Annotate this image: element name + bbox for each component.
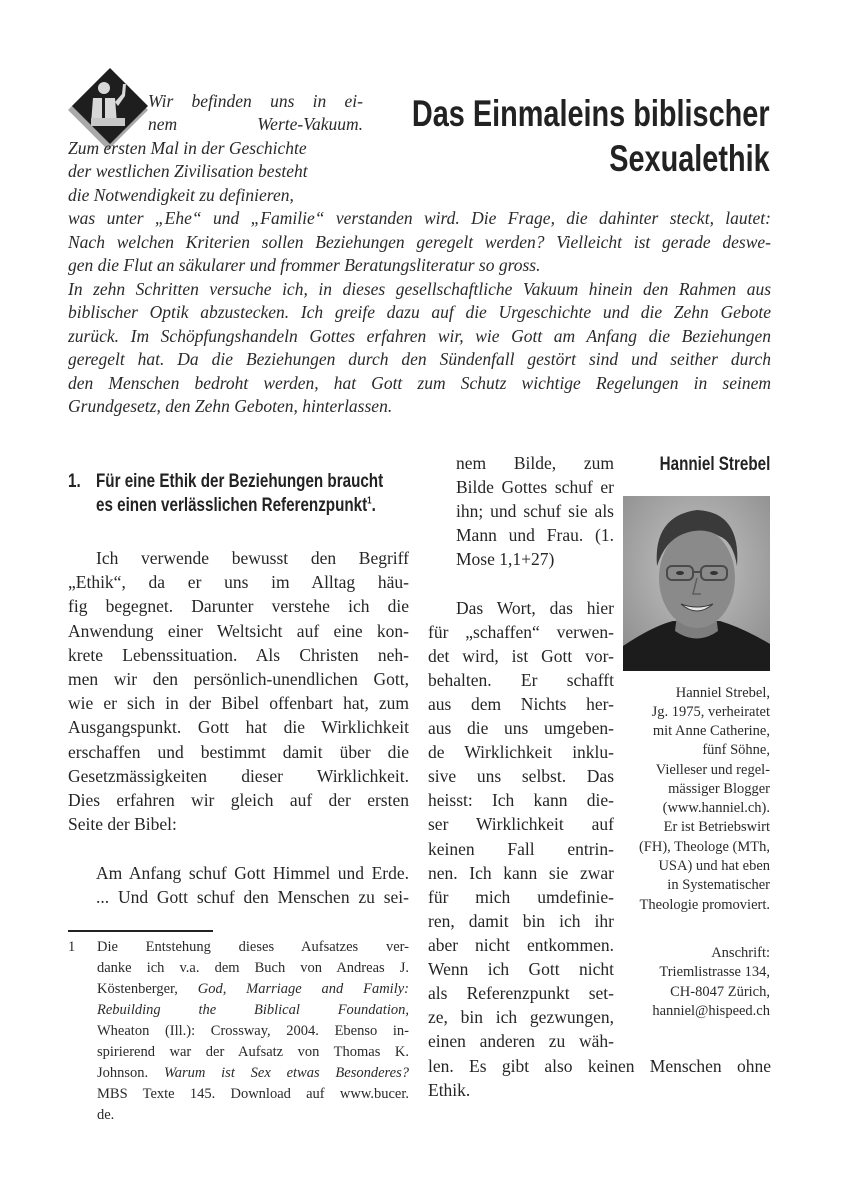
section-heading-text: es einen verlässlichen Referenzpunkt	[96, 495, 368, 516]
book-title: Rebuilding the Biblical Foundation,	[97, 1002, 409, 1018]
body-line: Gesetzmässigkeiten dieser Wirklichkeit.	[68, 766, 409, 786]
bio-line: Er ist Betriebswirt	[663, 819, 770, 835]
bible-quote-line: ihn; und schuf sie als	[456, 501, 614, 521]
intro-line: In zehn Schritten versuche ich, in dieses gesellschaftliche Vakuum hinein den Rahmen aus	[68, 279, 771, 299]
bio-line: fünf Söhne,	[702, 742, 770, 758]
body-line: erschaffen und bestimmt damit über die	[68, 742, 409, 762]
intro-line: Zum ersten Mal in der Geschichte	[68, 138, 307, 158]
body-line: ser Wirklichkeit auf	[428, 814, 614, 834]
bio-line: Vielleser und regel-	[655, 762, 770, 778]
body-line: nen. Ich kann sie zwar	[428, 863, 614, 883]
footnote-ref-link[interactable]: 1	[367, 495, 372, 507]
footnote-line	[97, 1000, 409, 1020]
article-title-line-1: Das Einmaleins biblischer	[412, 93, 770, 134]
bio-line: (FH), Theologe (MTh,	[638, 839, 770, 855]
footnote-line: MBS Texte 145. Download auf www.bucer.	[97, 1086, 409, 1102]
body-line: fig begegnet. Darunter verstehe ich die	[68, 596, 409, 616]
bio-line: Hanniel Strebel,	[675, 685, 770, 701]
author-photo	[623, 496, 770, 671]
body-line: Dies erfahren wir gleich auf der ersten	[68, 790, 409, 810]
body-line: men wir den persönlich-unendlichen Gott,	[68, 669, 409, 689]
intro-line: der westlichen Zivilisation besteht	[68, 161, 308, 181]
bible-quote-line: ... Und Gott schuf den Menschen zu sei-	[96, 887, 409, 907]
bible-quote-line: Am Anfang schuf Gott Himmel und Erde.	[96, 863, 409, 883]
body-line: aus die uns umgeben-	[428, 718, 614, 738]
intro-line: Grundgesetz, den Zehn Geboten, hinterlassen.	[68, 396, 393, 416]
intro-line: geregelt hat. Da die Beziehungen durch den Sündenfall gestört sind und seither durch	[68, 349, 771, 369]
bible-quote-line: nem Bilde, zum	[456, 453, 614, 473]
body-line: krete Lebenssituation. Als Christen neh-	[68, 645, 409, 665]
intro-line: Wir befinden uns in ei-	[148, 91, 363, 111]
author-email-link[interactable]: hanniel@hispeed.ch	[652, 1003, 770, 1019]
body-line: heisst: Ich kann die-	[428, 790, 614, 810]
body-line: „Ethik“, da er uns im Alltag häu-	[68, 572, 409, 592]
body-line: aus dem Nichts her-	[428, 694, 614, 714]
footnote-line: de.	[97, 1107, 115, 1123]
body-line: Das Wort, das hier	[456, 598, 614, 618]
body-line: behalten. Er schafft	[428, 670, 614, 690]
body-line: sive uns selbst. Das	[428, 766, 614, 786]
footnote-line	[97, 979, 409, 999]
intro-line: gen die Flut an säkularer und frommer Beratungsliteratur so gross.	[68, 255, 541, 275]
author-name: Hanniel Strebel	[659, 454, 770, 475]
body-line: Ich verwende bewusst den Begriff	[96, 548, 409, 568]
body-line: ze, bin ich gezwungen,	[428, 1007, 614, 1027]
footnote-line: Die Entstehung dieses Aufsatzes ver-	[97, 939, 409, 955]
footnote-rule	[68, 930, 213, 932]
address-label: Anschrift:	[711, 945, 770, 961]
body-line: det wird, ist Gott vor-	[428, 646, 614, 666]
bio-line: USA) und hat eben	[658, 858, 770, 874]
intro-line: den Menschen bedroht werden, hat Gott zum Schutz wichtige Regelungen in seinem	[68, 373, 771, 393]
footnote-line: Wheaton (Ill.): Crossway, 2004. Ebenso in-	[97, 1023, 409, 1039]
body-line: für „schaffen“ verwen-	[428, 622, 614, 642]
body-line: aber nicht entkommen.	[428, 935, 614, 955]
address-line: CH-8047 Zürich,	[670, 984, 770, 1000]
intro-line: die Notwendigkeit zu definieren,	[68, 185, 294, 205]
footnote-line: spirierend war der Aufsatz von Thomas K.	[97, 1044, 409, 1060]
intro-line: was unter „Ehe“ und „Familie“ verstanden wird. Die Frage, die dahinter steckt, lautet:	[68, 208, 771, 228]
intro-line: biblischer Optik abzustecken. Ich greife dazu auf die Urgeschichte und die Zehn Gebote	[68, 302, 771, 322]
article-title-line-2: Sexualethik	[609, 138, 770, 179]
bible-quote-line: Bilde Gottes schuf er	[456, 477, 614, 497]
footnote-number: 1	[68, 939, 76, 955]
address-line: Triemlistrasse 134,	[659, 964, 770, 980]
author-blog-link[interactable]: (www.hanniel.ch).	[662, 800, 770, 816]
section-heading-line-1: Für eine Ethik der Beziehungen braucht	[96, 471, 384, 492]
body-line: Anwendung einer Weltsicht auf eine kon-	[68, 621, 409, 641]
body-line: keinen Fall entrin-	[428, 839, 614, 859]
footnote-line	[97, 1063, 409, 1083]
footnote-line: danke ich v.a. dem Buch von Andreas J.	[97, 960, 409, 976]
body-line: einen anderen zu wäh-	[428, 1031, 614, 1051]
intro-line: nem Werte-Vakuum.	[148, 114, 363, 134]
body-line: ren, damit bin ich ihr	[428, 911, 614, 931]
body-line: len. Es gibt also keinen Menschen ohne	[428, 1056, 771, 1076]
bio-line: mässiger Blogger	[668, 781, 770, 797]
book-title: God, Marriage and Family:	[197, 981, 410, 997]
footnote-text: Köstenberger,	[97, 981, 198, 997]
body-line: de Wirklichkeit inklu-	[428, 742, 614, 762]
body-line: Ausgangspunkt. Gott hat die Wirklichkeit	[68, 717, 409, 737]
bio-line: Jg. 1975, verheiratet	[651, 704, 770, 720]
body-line: Seite der Bibel:	[68, 814, 177, 834]
body-line: wie er sich in der Bibel offenbart hat, zum	[68, 693, 409, 713]
intro-line: zurück. Im Schöpfungshandeln Gottes erfahren wir, wie Gott am Anfang die Beziehungen	[68, 326, 771, 346]
intro-line: Nach welchen Kriterien sollen Beziehungen geregelt werden? Vielleicht ist gerade deswe-	[68, 232, 771, 252]
heading-end: .	[371, 495, 376, 516]
bio-line: mit Anne Catherine,	[652, 723, 770, 739]
essay-title: Warum ist Sex etwas Besonderes?	[163, 1065, 409, 1081]
body-line: als Referenzpunkt set-	[428, 983, 614, 1003]
body-line: Wenn ich Gott nicht	[428, 959, 614, 979]
bio-line: in Systematischer	[667, 877, 770, 893]
bible-quote-line: Mose 1,1+27)	[456, 549, 555, 569]
body-line: für mich umdefinie-	[428, 887, 614, 907]
body-line: Ethik.	[428, 1080, 471, 1100]
section-number: 1.	[68, 471, 81, 492]
bio-line: Theologie promoviert.	[639, 897, 770, 913]
bible-quote-line: Mann und Frau. (1.	[456, 525, 614, 545]
footnote-text: Johnson.	[97, 1065, 164, 1081]
section-heading-line-2	[96, 494, 376, 518]
